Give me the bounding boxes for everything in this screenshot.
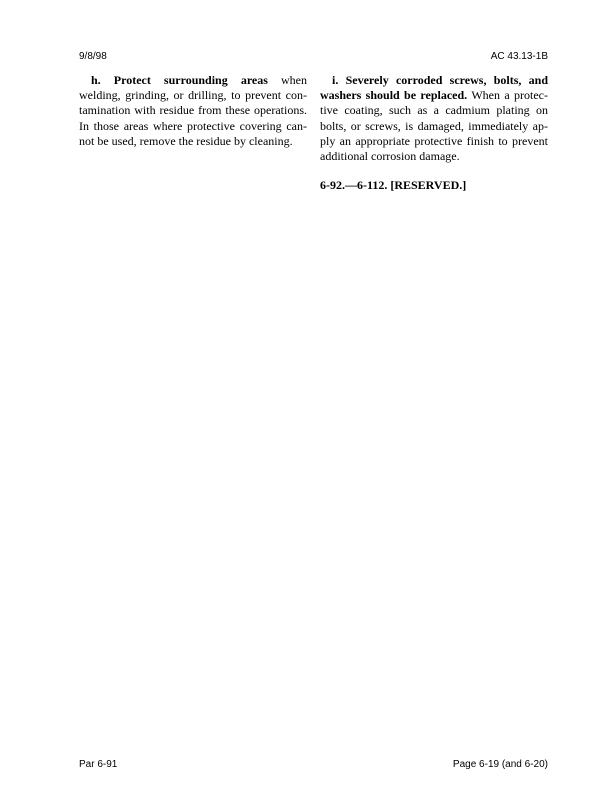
paragraph-h xyxy=(79,73,307,149)
header-date: 9/8/98 xyxy=(79,51,107,62)
paragraph-h-lead: h. Protect surrounding areas xyxy=(91,73,268,87)
right-column xyxy=(320,73,548,164)
reserved-section-heading: 6-92.—6-112. [RESERVED.] xyxy=(320,178,467,192)
header-document-id: AC 43.13-1B xyxy=(490,51,548,62)
paragraph-i-lead: i. Severely corroded screws, bolts, and washers should be replaced. xyxy=(320,73,548,103)
left-column xyxy=(79,73,307,149)
paragraph-i xyxy=(320,73,548,164)
paragraph-i-body: When a protective coating, such as a cadmium plating on bolts, or screws, is damaged, immediately apply an appropriate protective finish to prevent additional corrosion damage. xyxy=(320,88,548,164)
paragraph-h-body: when welding, grinding, or drilling, to prevent contamination with residue from these operations. In those areas where protective covering cannot be used, remove the residue by cleaning. xyxy=(79,73,307,148)
footer-page-number: Page 6-19 (and 6-20) xyxy=(452,759,548,770)
footer-paragraph-ref: Par 6-91 xyxy=(79,759,118,770)
